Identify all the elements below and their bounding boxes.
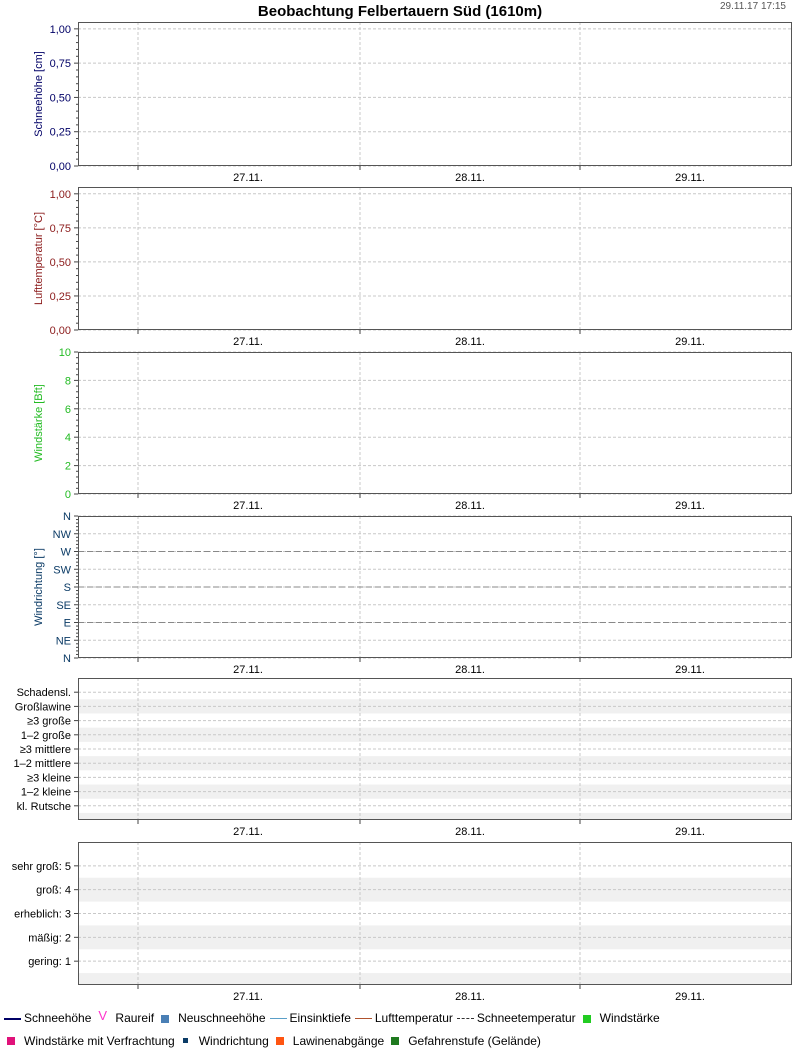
legend-symbol-icon xyxy=(4,1014,21,1024)
x-tick-label: 29.11. xyxy=(675,172,705,184)
legend-symbol-icon xyxy=(457,1014,474,1024)
y-tick-label: N xyxy=(63,653,71,665)
legend-symbol-icon xyxy=(580,1014,597,1024)
y-tick-label: W xyxy=(60,546,71,559)
legend-item xyxy=(355,1008,453,1029)
y-axis-label: Lufttemperatur [°C] xyxy=(33,211,45,306)
y-tick-label: 0,50 xyxy=(49,92,71,105)
legend-label: Windrichtung xyxy=(198,1033,269,1048)
x-tick-label: 27.11. xyxy=(233,664,263,676)
legend-symbol-icon xyxy=(4,1036,21,1046)
legend-item xyxy=(388,1031,541,1052)
x-tick-label: 28.11. xyxy=(455,336,485,348)
y-tick-label: SE xyxy=(56,599,71,612)
chart-legend xyxy=(4,1008,796,1053)
y-tick-label: 0 xyxy=(64,489,71,501)
legend-label: Schneetemperatur xyxy=(476,1011,576,1025)
y-tick-label: erheblich: 3 xyxy=(14,908,71,921)
page-title: Beobachtung Felbertauern Süd (1610m) xyxy=(257,3,543,20)
y-tick-label: 1,00 xyxy=(49,23,71,36)
y-tick-label: Schadensl. xyxy=(16,687,71,700)
y-axis-label: Schneehöhe [cm] xyxy=(33,51,45,137)
legend-label: Schneehöhe xyxy=(24,1011,92,1025)
legend-item xyxy=(580,1008,660,1029)
y-tick-label: 0,75 xyxy=(49,222,71,235)
y-axis-label: Windrichtung [°] xyxy=(33,548,45,626)
y-tick-label: gering: 1 xyxy=(28,956,71,969)
legend-item xyxy=(270,1008,351,1029)
x-tick-label: 28.11. xyxy=(455,991,485,1003)
legend-item xyxy=(457,1008,576,1029)
legend-label: Lufttemperatur xyxy=(374,1011,453,1025)
legend-item xyxy=(95,1008,154,1029)
legend-label: Windstärke mit Verfrachtung xyxy=(24,1033,175,1048)
y-tick-label: E xyxy=(63,617,71,630)
legend-label: Lawinenabgänge xyxy=(292,1033,385,1048)
legend-item xyxy=(179,1031,269,1052)
y-tick-label: 0,00 xyxy=(49,325,71,337)
y-tick-label: S xyxy=(63,582,71,594)
y-tick-label: NW xyxy=(52,528,71,541)
x-tick-label: 28.11. xyxy=(455,826,485,838)
y-tick-label: 0,50 xyxy=(49,256,71,269)
x-tick-label: 29.11. xyxy=(675,336,705,348)
x-tick-label: 28.11. xyxy=(455,500,485,512)
legend-symbol-icon xyxy=(273,1036,290,1046)
y-tick-label: ≥3 mittlere xyxy=(19,744,71,756)
y-tick-label: Großlawine xyxy=(14,701,71,714)
x-tick-label: 27.11. xyxy=(233,500,263,512)
legend-item xyxy=(273,1031,384,1052)
y-tick-label: 4 xyxy=(64,432,71,445)
y-tick-label: sehr groß: 5 xyxy=(11,860,71,873)
y-tick-label: 0,25 xyxy=(49,126,71,139)
x-tick-label: 28.11. xyxy=(455,664,485,676)
legend-symbol-icon xyxy=(388,1036,405,1046)
y-tick-label: NE xyxy=(55,635,71,648)
y-tick-label: 0,00 xyxy=(49,161,71,173)
legend-label: Einsinktiefe xyxy=(289,1011,351,1025)
y-tick-label: 1–2 mittlere xyxy=(13,758,71,771)
y-tick-label: N xyxy=(63,511,71,523)
legend-item xyxy=(4,1031,175,1052)
y-tick-label: 2 xyxy=(64,460,71,473)
legend-symbol-icon xyxy=(179,1036,196,1046)
plot-area xyxy=(78,187,792,330)
y-tick-label: 1–2 kleine xyxy=(20,786,71,799)
y-tick-label: 10 xyxy=(58,347,71,359)
x-tick-label: 27.11. xyxy=(233,826,263,838)
legend-symbol-icon: V xyxy=(98,1007,108,1023)
y-tick-label: SW xyxy=(53,564,71,577)
legend-label: Gefahrenstufe (Gelände) xyxy=(408,1033,541,1048)
plot-area xyxy=(78,22,792,166)
x-tick-label: 27.11. xyxy=(233,172,263,184)
x-tick-label: 29.11. xyxy=(675,826,705,838)
x-tick-label: 29.11. xyxy=(675,991,705,1003)
y-tick-label: 0,75 xyxy=(49,58,71,71)
x-tick-label: 29.11. xyxy=(675,500,705,512)
legend-symbol-icon xyxy=(270,1014,287,1024)
y-tick-label: 8 xyxy=(64,375,71,388)
y-tick-label: mäßig: 2 xyxy=(28,932,71,945)
y-tick-label: kl. Rutsche xyxy=(16,800,71,813)
x-tick-label: 28.11. xyxy=(455,172,485,184)
legend-item xyxy=(4,1008,91,1029)
y-tick-label: 1–2 große xyxy=(20,729,71,742)
band xyxy=(78,973,792,985)
y-tick-label: ≥3 kleine xyxy=(27,772,71,785)
legend-item xyxy=(158,1008,265,1029)
x-tick-label: 27.11. xyxy=(233,336,263,348)
plot-area xyxy=(78,352,792,494)
y-tick-label: 1,00 xyxy=(49,188,71,201)
band xyxy=(78,813,792,820)
x-tick-label: 29.11. xyxy=(675,664,705,676)
y-tick-label: ≥3 große xyxy=(27,715,71,728)
legend-symbol-icon xyxy=(355,1014,372,1024)
y-tick-label: groß: 4 xyxy=(36,884,71,897)
x-tick-label: 27.11. xyxy=(233,991,263,1003)
legend-symbol-icon xyxy=(158,1014,175,1024)
legend-label: Windstärke xyxy=(599,1011,660,1025)
y-axis-label: Windstärke [Bft] xyxy=(33,384,45,462)
y-tick-label: 6 xyxy=(64,403,71,416)
legend-label: Neuschneehöhe xyxy=(178,1011,266,1025)
timestamp: 29.11.17 17:15 xyxy=(720,1,786,12)
legend-label: Raureif xyxy=(115,1011,155,1025)
y-tick-label: 0,25 xyxy=(49,290,71,303)
